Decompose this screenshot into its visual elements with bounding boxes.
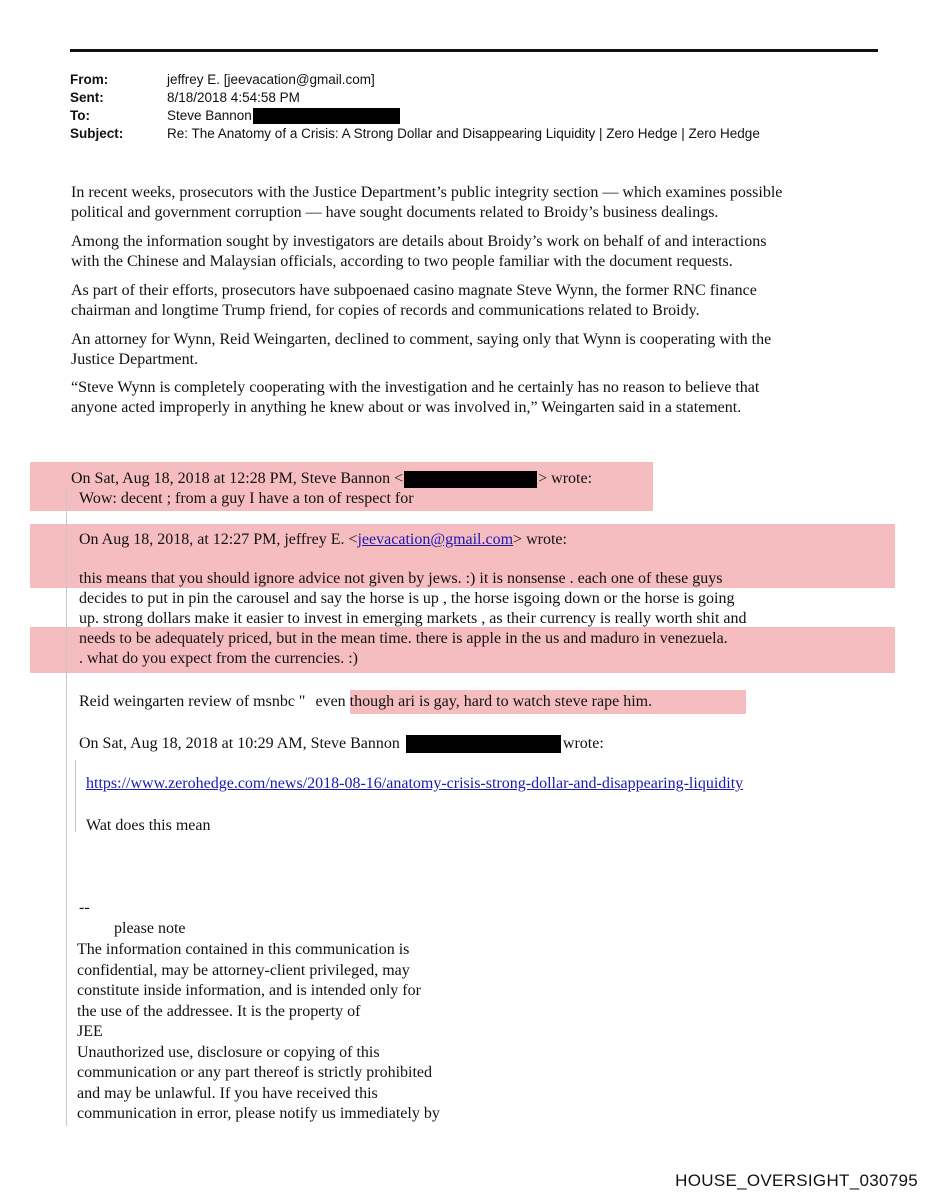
- zerohedge-link[interactable]: [86, 774, 743, 794]
- quote-line: up. strong dollars make it easier to invest in emerging markets , as their currency is really worth shit and: [79, 610, 747, 627]
- footer-line: Unauthorized use, disclosure or copying of this: [77, 1043, 380, 1061]
- quote-3-header-prefix: On Sat, Aug 18, 2018 at 10:29 AM, Steve Bannon: [79, 735, 400, 752]
- paragraph-1: [71, 183, 871, 223]
- paragraph-line: chairman and longtime Trump friend, for copies of records and communications related to Broidy.: [71, 302, 700, 319]
- subject-label: Subject:: [70, 126, 124, 141]
- quote-1-body: Wow: decent ; from a guy I have a ton of respect for: [79, 490, 414, 507]
- quote-3-body: Wat does this mean: [86, 817, 211, 834]
- quote-line: this means that you should ignore advice not given by jews. :) it is nonsense . each one of these guys: [79, 570, 723, 587]
- footer-line: and may be unlawful. If you have received this: [77, 1084, 378, 1102]
- footer-line: communication or any part thereof is strictly prohibited: [77, 1064, 433, 1081]
- reid-prefix: Reid weingarten review of msnbc ": [79, 693, 306, 710]
- footer-line: JEE: [77, 1023, 103, 1040]
- paragraph-4: [71, 330, 871, 370]
- zerohedge-link-text[interactable]: https://www.zerohedge.com/news/2018-08-16/anatomy-crisis-strong-dollar-and-disappearing-liquidity: [86, 775, 744, 792]
- paragraph-line: Among the information sought by investigators are details about Broidy’s work on behalf of and interactions: [71, 233, 767, 250]
- footer-line: confidential, may be attorney-client privileged, may: [77, 961, 410, 979]
- quote-bar-inner: [75, 760, 76, 832]
- to-label: To:: [70, 108, 90, 123]
- quote-2-header: [79, 530, 567, 550]
- paragraph-line: As part of their efforts, prosecutors have subpoenaed casino magnate Steve Wynn, the former RNC finance: [71, 282, 757, 299]
- paragraph-line: anyone acted improperly in anything he knew about or was involved in,” Weingarten said in a statement.: [71, 399, 742, 416]
- quote-line: . what do you expect from the currencies. :): [79, 650, 359, 667]
- subject-value: Re: The Anatomy of a Crisis: A Strong Dollar and Disappearing Liquidity | Zero Hedge | Zero Hedge: [167, 126, 760, 141]
- quote-1-header-suffix: > wrote:: [538, 470, 593, 487]
- footer-line: the use of the addressee. It is the property of: [77, 1002, 361, 1020]
- quote-1-header: [71, 469, 592, 489]
- to-value: Steve Bannon: [167, 108, 252, 123]
- paragraph-line: “Steve Wynn is completely cooperating with the investigation and he certainly has no reason to believe that: [71, 379, 760, 396]
- from-label: From:: [70, 72, 109, 87]
- footer-line: communication in error, please notify us immediately by: [77, 1105, 440, 1122]
- paragraph-5: [71, 378, 871, 418]
- paragraph-line: In recent weeks, prosecutors with the Justice Department’s public integrity section — which examines possible: [71, 184, 783, 201]
- quote-1-header-prefix: On Sat, Aug 18, 2018 at 12:28 PM, Steve Bannon <: [71, 470, 404, 487]
- quote-2-body: [79, 569, 747, 669]
- header-rule: [70, 49, 878, 52]
- quote-2-header-suffix: > wrote:: [513, 531, 567, 548]
- bates-stamp: HOUSE_OVERSIGHT_030795: [675, 1171, 918, 1190]
- quote-bar: [66, 488, 67, 1126]
- signature-dash: --: [79, 899, 90, 916]
- to-value-wrap: [167, 107, 400, 125]
- paragraph-line: An attorney for Wynn, Reid Weingarten, declined to comment, saying only that Wynn is cooperating with the: [71, 331, 772, 348]
- paragraph-2: [71, 232, 871, 272]
- footer-line: constitute inside information, and is intended only for: [77, 982, 421, 999]
- sent-value: 8/18/2018 4:54:58 PM: [167, 90, 300, 105]
- redaction-bar: [404, 471, 537, 488]
- paragraph-line: with the Chinese and Malaysian officials, according to two people familiar with the document requests.: [71, 253, 733, 270]
- redaction-bar: [406, 735, 561, 753]
- reid-line: [79, 692, 652, 712]
- quote-3-header-suffix: wrote:: [562, 735, 604, 752]
- footer-line: The information contained in this communication is: [77, 941, 410, 958]
- sent-label: Sent:: [70, 90, 104, 105]
- email-link[interactable]: jeevacation@gmail.com: [357, 531, 514, 548]
- footer-disclaimer: [77, 940, 440, 1125]
- reid-quote: even though ari is gay, hard to watch steve rape him.: [315, 693, 653, 710]
- paragraph-line: political and government corruption — have sought documents related to Broidy’s business dealings.: [71, 204, 719, 221]
- quote-2-header-prefix: On Aug 18, 2018, at 12:27 PM, jeffrey E. <: [79, 531, 358, 548]
- quote-3-header: [79, 734, 604, 754]
- paragraph-line: Justice Department.: [71, 351, 199, 368]
- quote-line: decides to put in pin the carousel and say the horse is up , the horse isgoing down or the horse is going: [79, 590, 735, 607]
- footer-note: please note: [114, 920, 186, 937]
- paragraph-3: [71, 281, 871, 321]
- from-value: jeffrey E. [jeevacation@gmail.com]: [167, 72, 375, 87]
- redaction-bar: [253, 108, 400, 124]
- quote-line: needs to be adequately priced, but in the mean time. there is apple in the us and maduro in venezuela.: [79, 630, 728, 647]
